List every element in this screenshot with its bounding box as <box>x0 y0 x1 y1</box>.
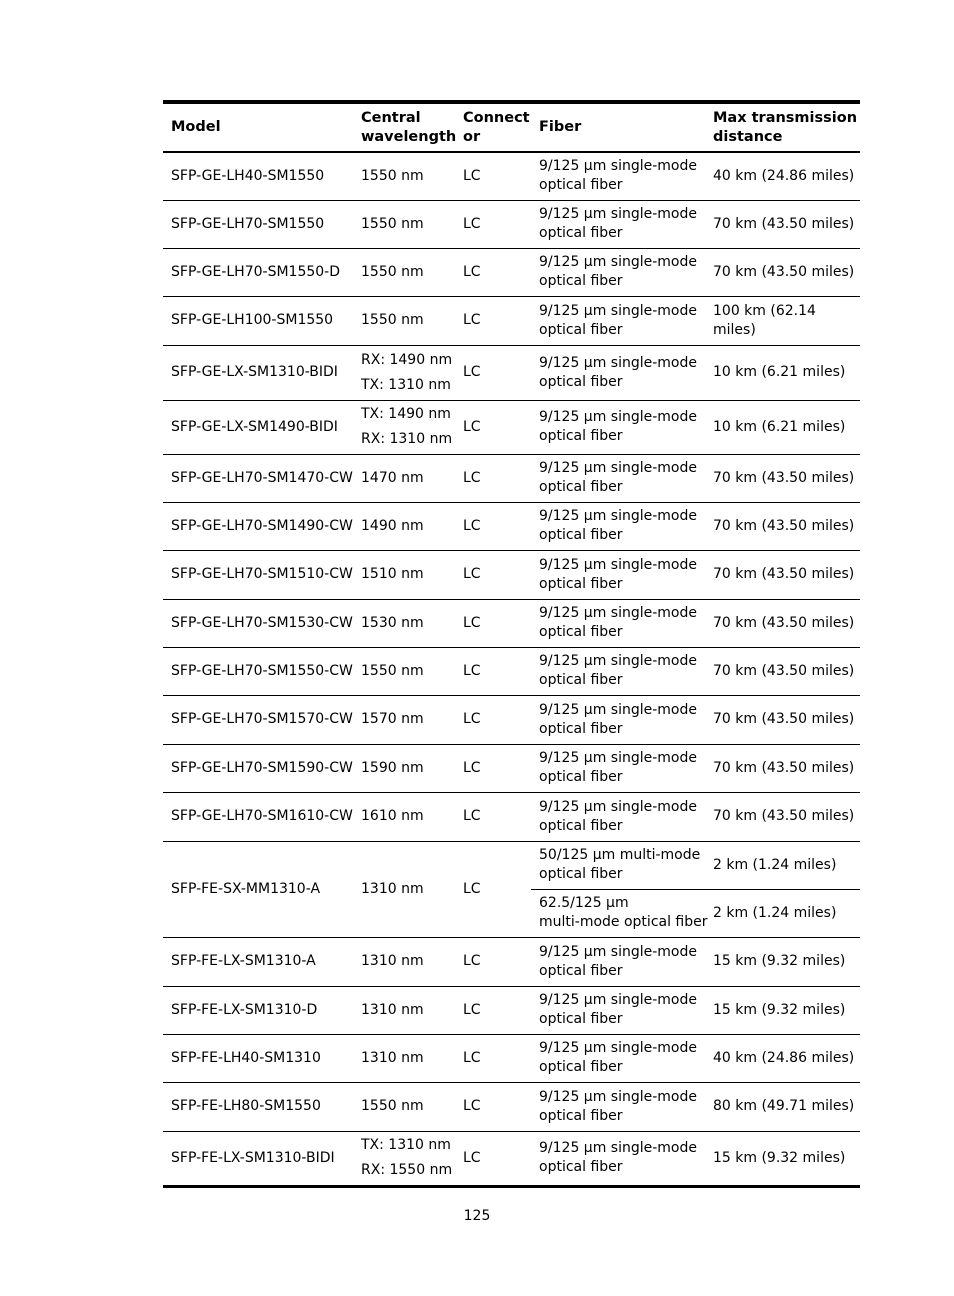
cell-max-distance: 70 km (43.50 miles) <box>705 454 860 502</box>
cell-max-distance: 70 km (43.50 miles) <box>705 599 860 647</box>
cell-max-distance: 15 km (9.32 miles) <box>705 986 860 1034</box>
cell-max-distance: 80 km (49.71 miles) <box>705 1082 860 1131</box>
cell-model: SFP-GE-LH70-SM1550 <box>163 200 353 248</box>
cell-wavelength: 1470 nm <box>353 454 455 502</box>
cell-wavelength: 1590 nm <box>353 744 455 792</box>
table-row <box>163 248 860 296</box>
cell-connector: LC <box>455 986 531 1034</box>
cell-model: SFP-FE-LX-SM1310-BIDI <box>163 1131 353 1186</box>
cell-wavelength: 1550 nm <box>353 1082 455 1131</box>
cell-max-distance: 10 km (6.21 miles) <box>705 345 860 400</box>
table-body <box>163 152 860 1186</box>
cell-fiber: 9/125 µm single-mode optical fiber <box>531 502 705 550</box>
cell-connector: LC <box>455 248 531 296</box>
cell-max-distance: 10 km (6.21 miles) <box>705 400 860 454</box>
table-header <box>163 102 860 152</box>
cell-wavelength: 1530 nm <box>353 599 455 647</box>
table-row <box>163 986 860 1034</box>
table-row <box>163 1034 860 1082</box>
header-row <box>163 102 860 152</box>
cell-connector: LC <box>455 744 531 792</box>
cell-max-distance: 70 km (43.50 miles) <box>705 792 860 841</box>
cell-connector: LC <box>455 454 531 502</box>
cell-fiber: 9/125 µm single-mode optical fiber <box>531 400 705 454</box>
transceiver-table <box>163 100 860 1188</box>
cell-max-distance: 40 km (24.86 miles) <box>705 1034 860 1082</box>
cell-connector: LC <box>455 550 531 599</box>
cell-fiber: 62.5/125 µm multi-mode optical fiber <box>531 889 705 937</box>
cell-model: SFP-GE-LH70-SM1470-CW <box>163 454 353 502</box>
cell-fiber: 9/125 µm single-mode optical fiber <box>531 152 705 200</box>
cell-fiber: 9/125 µm single-mode optical fiber <box>531 345 705 400</box>
cell-wavelength: 1550 nm <box>353 248 455 296</box>
cell-model: SFP-FE-LH40-SM1310 <box>163 1034 353 1082</box>
cell-max-distance: 70 km (43.50 miles) <box>705 695 860 744</box>
cell-connector: LC <box>455 400 531 454</box>
cell-connector: LC <box>455 502 531 550</box>
cell-wavelength: 1310 nm <box>353 986 455 1034</box>
cell-model: SFP-FE-LH80-SM1550 <box>163 1082 353 1131</box>
cell-fiber: 9/125 µm single-mode optical fiber <box>531 1034 705 1082</box>
cell-wavelength: 1510 nm <box>353 550 455 599</box>
cell-fiber: 9/125 µm single-mode optical fiber <box>531 454 705 502</box>
cell-fiber: 9/125 µm single-mode optical fiber <box>531 1082 705 1131</box>
cell-wavelength: 1570 nm <box>353 695 455 744</box>
cell-fiber: 9/125 µm single-mode optical fiber <box>531 986 705 1034</box>
header-connector: Connect or <box>455 102 531 152</box>
table-row <box>163 454 860 502</box>
cell-model: SFP-GE-LH70-SM1550-CW <box>163 647 353 695</box>
cell-fiber: 9/125 µm single-mode optical fiber <box>531 248 705 296</box>
cell-max-distance: 70 km (43.50 miles) <box>705 248 860 296</box>
table-row <box>163 695 860 744</box>
cell-model: SFP-GE-LH70-SM1510-CW <box>163 550 353 599</box>
cell-max-distance: 40 km (24.86 miles) <box>705 152 860 200</box>
cell-wavelength: RX: 1490 nm TX: 1310 nm <box>353 345 455 400</box>
table-row <box>163 200 860 248</box>
cell-connector: LC <box>455 1131 531 1186</box>
cell-connector: LC <box>455 841 531 937</box>
cell-fiber: 9/125 µm single-mode optical fiber <box>531 792 705 841</box>
page-number: 125 <box>463 1208 491 1224</box>
cell-max-distance: 70 km (43.50 miles) <box>705 744 860 792</box>
cell-connector: LC <box>455 695 531 744</box>
cell-model: SFP-GE-LH40-SM1550 <box>163 152 353 200</box>
cell-fiber: 9/125 µm single-mode optical fiber <box>531 647 705 695</box>
cell-fiber: 9/125 µm single-mode optical fiber <box>531 550 705 599</box>
cell-connector: LC <box>455 296 531 345</box>
cell-wavelength: 1310 nm <box>353 1034 455 1082</box>
header-model: Model <box>163 102 353 152</box>
cell-connector: LC <box>455 1082 531 1131</box>
cell-wavelength: 1550 nm <box>353 152 455 200</box>
table-row <box>163 400 860 454</box>
cell-fiber: 9/125 µm single-mode optical fiber <box>531 200 705 248</box>
cell-max-distance: 2 km (1.24 miles) <box>705 841 860 889</box>
cell-connector: LC <box>455 647 531 695</box>
cell-connector: LC <box>455 599 531 647</box>
table-row <box>163 345 860 400</box>
cell-wavelength: TX: 1490 nm RX: 1310 nm <box>353 400 455 454</box>
table-row <box>163 744 860 792</box>
cell-fiber: 9/125 µm single-mode optical fiber <box>531 937 705 986</box>
table-row <box>163 1082 860 1131</box>
table-row <box>163 1131 860 1186</box>
cell-wavelength: 1490 nm <box>353 502 455 550</box>
cell-max-distance: 70 km (43.50 miles) <box>705 200 860 248</box>
cell-wavelength: 1550 nm <box>353 200 455 248</box>
cell-model: SFP-GE-LH100-SM1550 <box>163 296 353 345</box>
cell-max-distance: 15 km (9.32 miles) <box>705 1131 860 1186</box>
cell-model: SFP-GE-LH70-SM1550-D <box>163 248 353 296</box>
cell-model: SFP-GE-LH70-SM1490-CW <box>163 502 353 550</box>
table-row <box>163 152 860 200</box>
cell-max-distance: 70 km (43.50 miles) <box>705 502 860 550</box>
table-row <box>163 792 860 841</box>
cell-connector: LC <box>455 792 531 841</box>
cell-max-distance: 70 km (43.50 miles) <box>705 647 860 695</box>
cell-fiber: 9/125 µm single-mode optical fiber <box>531 695 705 744</box>
table-row <box>163 937 860 986</box>
cell-wavelength: TX: 1310 nm RX: 1550 nm <box>353 1131 455 1186</box>
cell-fiber: 9/125 µm single-mode optical fiber <box>531 1131 705 1186</box>
cell-connector: LC <box>455 200 531 248</box>
header-max-distance: Max transmission distance <box>705 102 860 152</box>
cell-max-distance: 100 km (62.14 miles) <box>705 296 860 345</box>
table-row <box>163 599 860 647</box>
cell-max-distance: 15 km (9.32 miles) <box>705 937 860 986</box>
cell-wavelength: 1310 nm <box>353 841 455 937</box>
cell-fiber: 50/125 µm multi-mode optical fiber <box>531 841 705 889</box>
table-row <box>163 502 860 550</box>
cell-model: SFP-GE-LX-SM1310-BIDI <box>163 345 353 400</box>
cell-wavelength: 1310 nm <box>353 937 455 986</box>
cell-model: SFP-FE-LX-SM1310-D <box>163 986 353 1034</box>
cell-model: SFP-GE-LH70-SM1610-CW <box>163 792 353 841</box>
cell-max-distance: 2 km (1.24 miles) <box>705 889 860 937</box>
cell-wavelength: 1550 nm <box>353 296 455 345</box>
cell-model: SFP-FE-SX-MM1310-A <box>163 841 353 937</box>
cell-fiber: 9/125 µm single-mode optical fiber <box>531 296 705 345</box>
table-row <box>163 296 860 345</box>
cell-connector: LC <box>455 1034 531 1082</box>
table-row <box>163 841 860 889</box>
cell-fiber: 9/125 µm single-mode optical fiber <box>531 599 705 647</box>
cell-wavelength: 1550 nm <box>353 647 455 695</box>
cell-model: SFP-GE-LH70-SM1570-CW <box>163 695 353 744</box>
cell-fiber: 9/125 µm single-mode optical fiber <box>531 744 705 792</box>
header-central-wavelength: Central wavelength <box>353 102 455 152</box>
header-fiber: Fiber <box>531 102 705 152</box>
cell-model: SFP-FE-LX-SM1310-A <box>163 937 353 986</box>
cell-model: SFP-GE-LX-SM1490-BIDI <box>163 400 353 454</box>
cell-connector: LC <box>455 937 531 986</box>
cell-model: SFP-GE-LH70-SM1530-CW <box>163 599 353 647</box>
cell-model: SFP-GE-LH70-SM1590-CW <box>163 744 353 792</box>
table-row <box>163 647 860 695</box>
cell-max-distance: 70 km (43.50 miles) <box>705 550 860 599</box>
table-row <box>163 550 860 599</box>
cell-wavelength: 1610 nm <box>353 792 455 841</box>
cell-connector: LC <box>455 152 531 200</box>
cell-connector: LC <box>455 345 531 400</box>
